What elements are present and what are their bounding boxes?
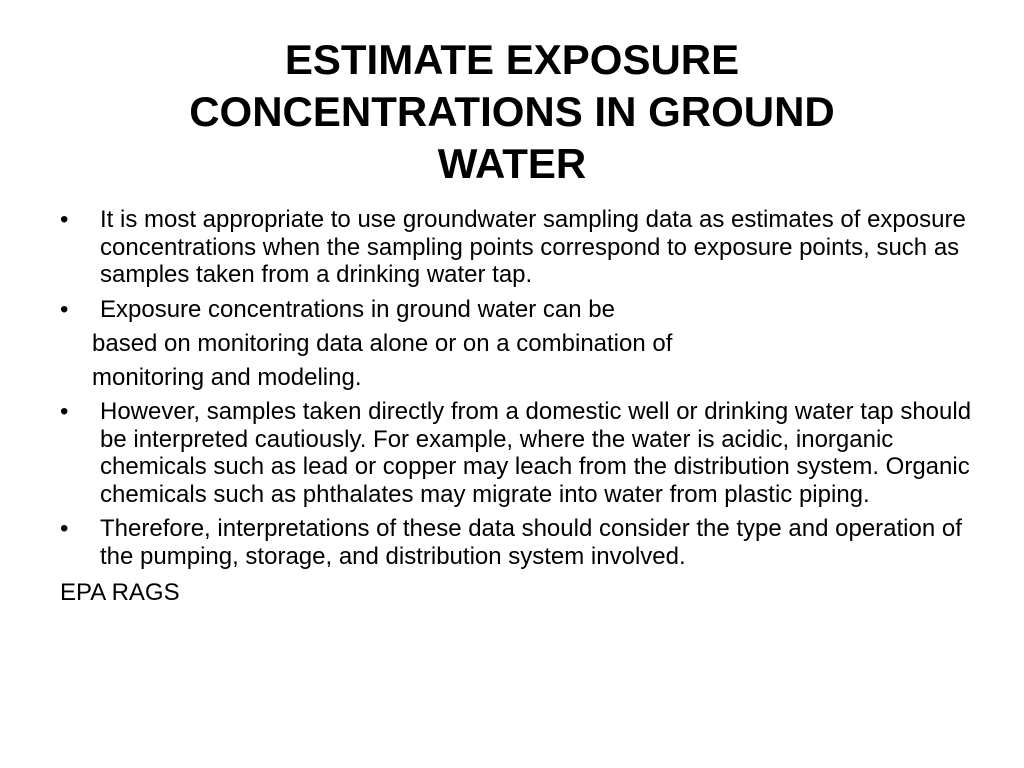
bullet-text: Exposure concentrations in ground water can be	[100, 295, 615, 323]
bullet-text: Therefore, interpretations of these data should consider the type and operation of the pumping, storage, and distribution system involved.	[100, 515, 962, 570]
title-line-2: CONCENTRATIONS IN GROUND	[189, 88, 835, 135]
bullet-item	[60, 398, 980, 508]
slide-body	[60, 206, 980, 607]
continuation-line: based on monitoring data alone or on a combination of	[92, 330, 673, 357]
bullet-marker: •	[60, 398, 69, 425]
continuation-line: monitoring and modeling.	[92, 363, 362, 391]
bullet-marker: •	[60, 206, 69, 233]
bullet-marker: •	[60, 515, 69, 542]
title-line-1: ESTIMATE EXPOSURE	[284, 36, 740, 83]
bullet-text: However, samples taken directly from a domestic well or drinking water tap should be interpreted cautiously. For example, where the water is acidic, inorganic chemicals such as lead or copper may leach from the distribution system. Organic chemicals such as phthalates may migrate into water from plastic piping.	[100, 398, 972, 508]
source-citation: EPA RAGS	[60, 579, 180, 606]
title-line-3: WATER	[437, 140, 587, 187]
bullet-item	[60, 206, 980, 289]
bullet-item	[60, 515, 980, 570]
bullet-text: It is most appropriate to use groundwater sampling data as estimates of exposure concentrations when the sampling points correspond to exposure points, such as samples taken from a drinking water tap.	[100, 206, 966, 288]
bullet-item	[60, 296, 980, 324]
slide-title	[60, 34, 964, 190]
bullet-marker: •	[60, 295, 69, 323]
